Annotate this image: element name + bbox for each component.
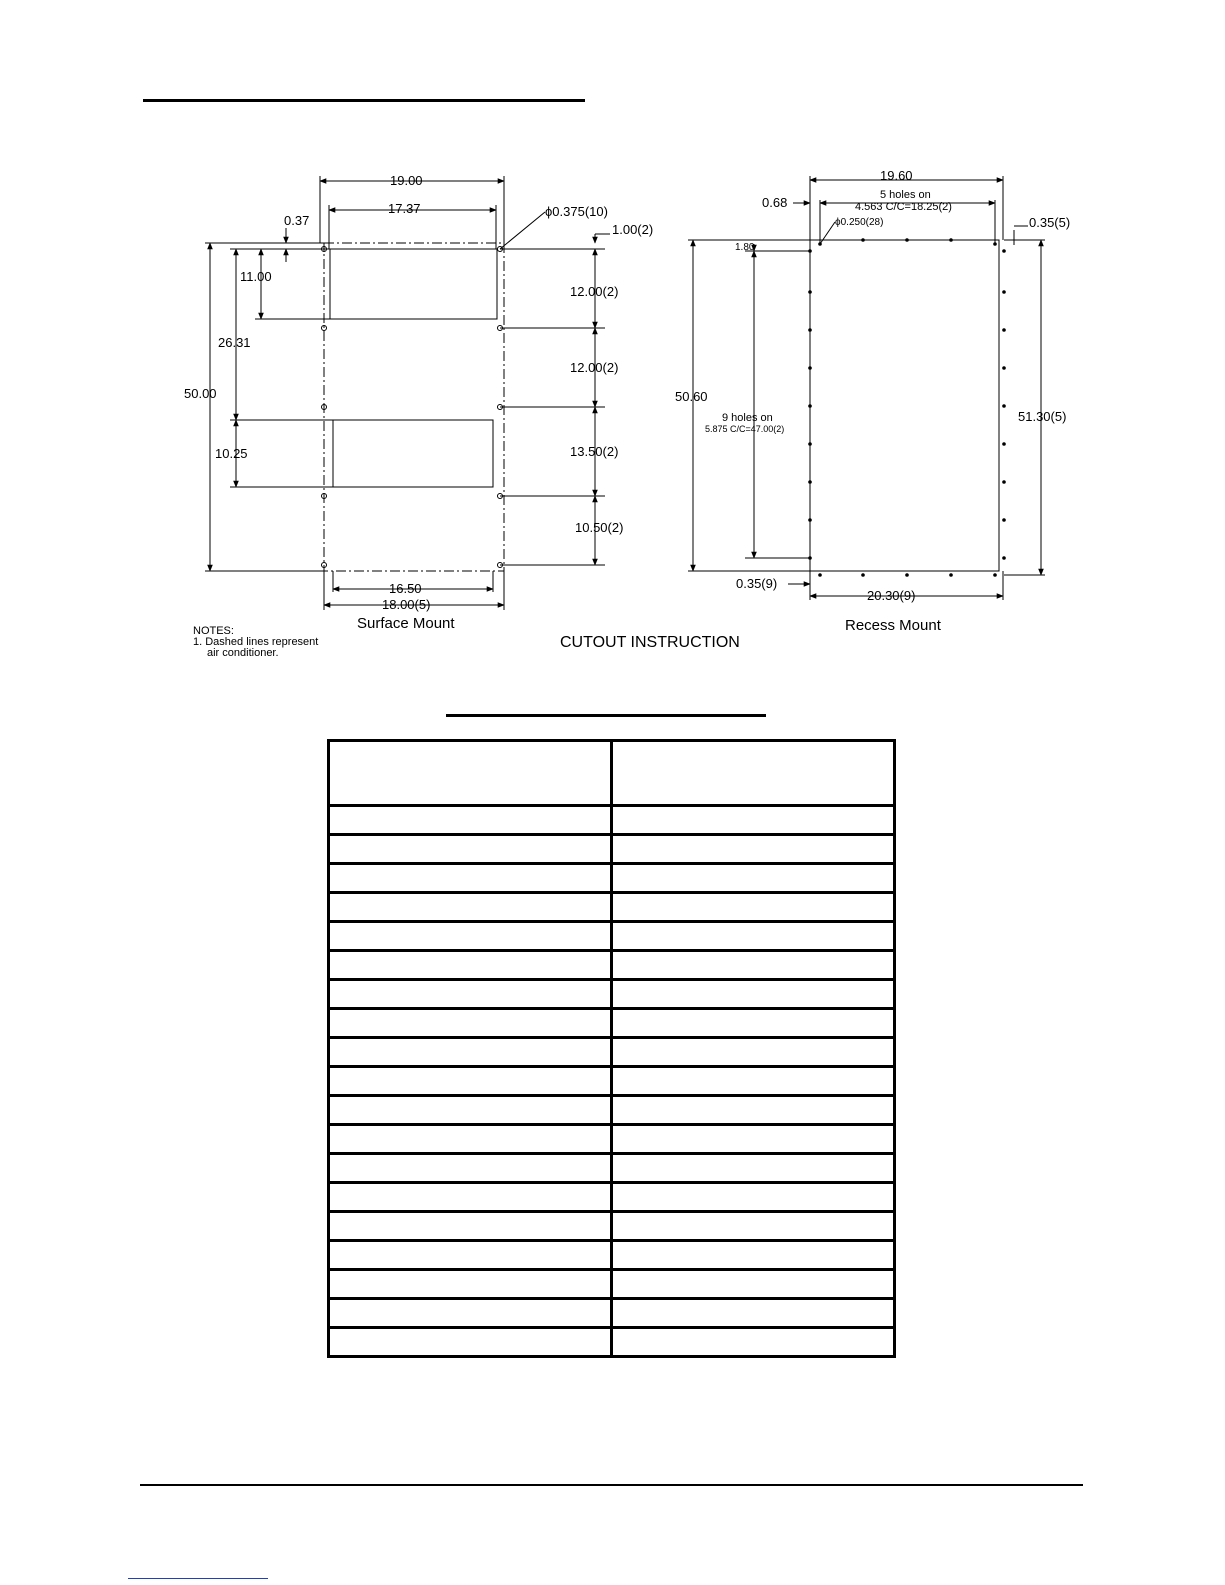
dim-spacing2: 12.00(2) <box>570 360 619 375</box>
table-cell <box>329 1270 612 1299</box>
table-cell <box>329 864 612 893</box>
table-cell <box>612 1183 895 1212</box>
table-row <box>329 1183 895 1212</box>
drawing-title: CUTOUT INSTRUCTION <box>560 634 740 651</box>
dim-recess-holes-top-1: 5 holes on <box>880 189 931 201</box>
table-cell <box>612 1299 895 1328</box>
table-header-cell <box>329 741 612 806</box>
dim-recess-holes-side-1: 9 holes on <box>722 412 773 424</box>
table-row <box>329 1270 895 1299</box>
dim-spacing3: 13.50(2) <box>570 444 619 459</box>
dim-offset-top: 0.37 <box>284 213 310 228</box>
table-row <box>329 922 895 951</box>
table-row <box>329 835 895 864</box>
table-cell <box>612 951 895 980</box>
notes-line2: air conditioner. <box>207 647 279 659</box>
table-cell <box>612 893 895 922</box>
table-row <box>329 951 895 980</box>
dim-recess-holes-side-2: 5.875 C/C=47.00(2) <box>705 424 785 434</box>
table-cell <box>329 1241 612 1270</box>
table-heading-rule <box>446 714 766 717</box>
recess-mount-view <box>688 176 1045 600</box>
dim-height-mid: 26.31 <box>218 335 251 350</box>
dim-recess-height-right: 51.30(5) <box>1018 409 1067 424</box>
table-cell <box>612 980 895 1009</box>
table-row <box>329 1067 895 1096</box>
dim-width-bottom-inner: 16.50 <box>389 581 422 596</box>
recess-hole-markers <box>808 238 1006 577</box>
dim-top-margin: 1.00(2) <box>612 222 654 237</box>
table-cell <box>612 1038 895 1067</box>
footer-rule <box>140 1484 1083 1486</box>
table-row <box>329 864 895 893</box>
table-row <box>329 806 895 835</box>
recess-mount-label: Recess Mount <box>845 617 941 634</box>
table-cell <box>329 1038 612 1067</box>
table-cell <box>329 1183 612 1212</box>
table-row <box>329 1299 895 1328</box>
dim-recess-width-bottom: 20.30(9) <box>867 588 916 603</box>
dim-height-total: 50.00 <box>184 386 217 401</box>
table-cell <box>329 951 612 980</box>
table-header-cell <box>612 741 895 806</box>
dim-recess-width-top: 19.60 <box>880 168 913 183</box>
table-cell <box>612 1096 895 1125</box>
table-cell <box>329 1067 612 1096</box>
table-cell <box>612 864 895 893</box>
table-cell <box>329 922 612 951</box>
notes-heading: NOTES: <box>193 625 234 637</box>
dim-height-cutout2: 10.25 <box>215 446 248 461</box>
table-cell <box>612 1125 895 1154</box>
table-row <box>329 1154 895 1183</box>
table-row <box>329 1009 895 1038</box>
table-cell <box>329 1212 612 1241</box>
dim-recess-offset-right: 0.35(5) <box>1029 215 1071 230</box>
footer-link[interactable] <box>128 1578 268 1579</box>
table-cell <box>612 1009 895 1038</box>
table-row <box>329 1328 895 1357</box>
table-row <box>329 1038 895 1067</box>
table-cell <box>612 806 895 835</box>
table-cell <box>329 835 612 864</box>
spec-table <box>327 739 896 1358</box>
table-cell <box>329 1125 612 1154</box>
dim-spacing4: 10.50(2) <box>575 520 624 535</box>
table-cell <box>329 1096 612 1125</box>
table-row <box>329 1096 895 1125</box>
table-cell <box>612 1154 895 1183</box>
table-cell <box>612 1328 895 1357</box>
surface-cutout-top <box>330 249 497 319</box>
table-cell <box>329 893 612 922</box>
table-cell <box>612 1067 895 1096</box>
cutout-drawing <box>0 0 1225 700</box>
table-row <box>329 1241 895 1270</box>
dim-width-inner: 17.37 <box>388 201 421 216</box>
table-row <box>329 1212 895 1241</box>
dim-recess-height-left: 50.60 <box>675 389 708 404</box>
dim-hole-diameter: ϕ0.375(10) <box>545 204 608 219</box>
table-header-row <box>329 741 895 806</box>
recess-mount-labels <box>675 168 1070 634</box>
dim-width-bottom: 18.00(5) <box>382 597 431 612</box>
dim-width-top: 19.00 <box>390 173 423 188</box>
surface-mount-labels <box>184 173 653 632</box>
table-cell <box>612 835 895 864</box>
surface-cutout-bottom <box>333 420 493 487</box>
table-row <box>329 980 895 1009</box>
table-cell <box>612 1241 895 1270</box>
dim-recess-top-margin: 1.80 <box>735 242 755 253</box>
table-cell <box>329 1328 612 1357</box>
table-cell <box>329 1299 612 1328</box>
table-cell <box>329 806 612 835</box>
table-cell <box>612 1270 895 1299</box>
surface-hole-markers <box>322 247 503 568</box>
dim-recess-holes-top-2: 4.563 C/C=18.25(2) <box>855 201 952 213</box>
table-row <box>329 1125 895 1154</box>
table-cell <box>612 1212 895 1241</box>
table-cell <box>612 922 895 951</box>
surface-mount-label: Surface Mount <box>357 615 455 632</box>
table-row <box>329 893 895 922</box>
table-cell <box>329 1154 612 1183</box>
dim-recess-offset-bottom: 0.35(9) <box>736 576 778 591</box>
dim-recess-offset-left: 0.68 <box>762 195 788 210</box>
table-cell <box>329 980 612 1009</box>
recess-cutout <box>810 240 999 571</box>
notes <box>193 625 318 659</box>
notes-line1: 1. Dashed lines represent <box>193 636 319 648</box>
surface-mount-view <box>205 176 610 610</box>
table-cell <box>329 1009 612 1038</box>
dim-recess-hole-diameter: ϕ0.250(28) <box>835 217 884 228</box>
dim-height-cutout1: 11.00 <box>240 269 272 284</box>
dim-spacing1: 12.00(2) <box>570 284 619 299</box>
surface-ac-outline <box>324 243 504 571</box>
